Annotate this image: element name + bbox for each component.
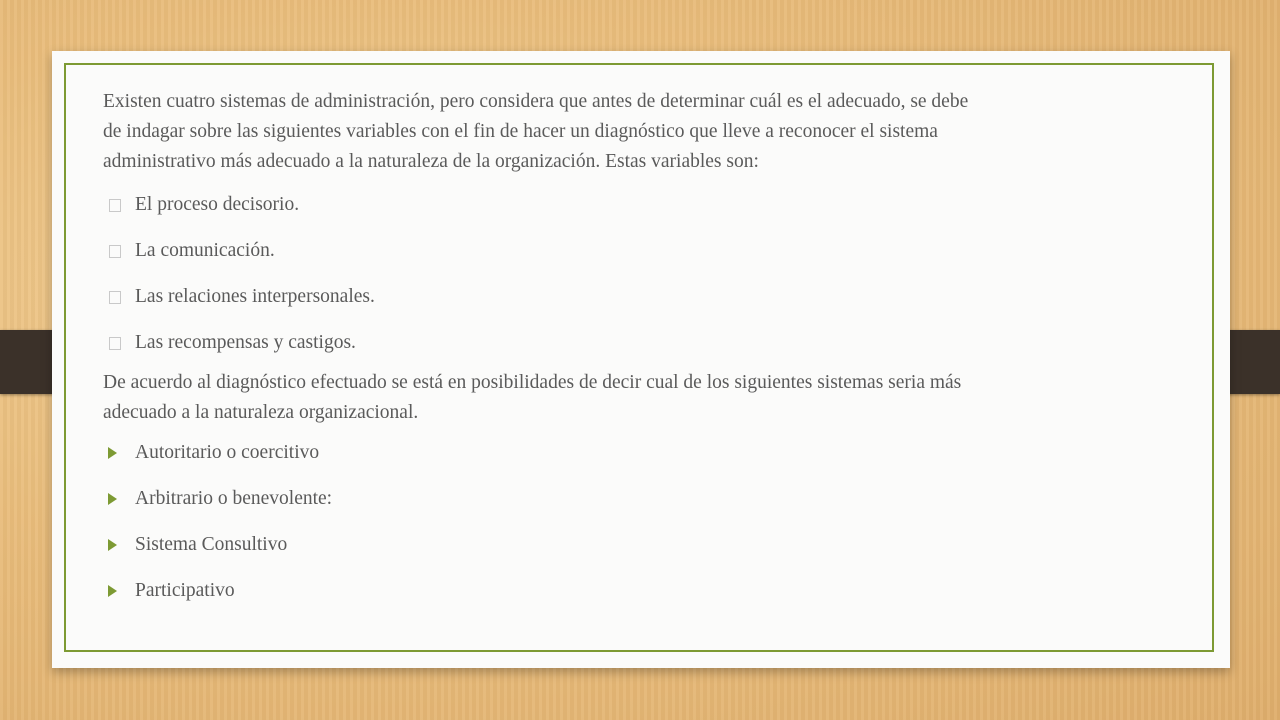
variable-label: Las recompensas y castigos. [135,332,356,353]
square-bullet-icon [109,245,121,258]
list-item [103,236,973,266]
square-bullet-icon [109,199,121,212]
system-label: Sistema Consultivo [135,534,288,555]
square-bullet-icon [109,291,121,304]
intro-paragraph: Existen cuatro sistemas de administración, pero considera que antes de determinar cuál es el adecuado, se debe de indagar sobre las siguientes variables con el fin de hacer un diagnóstico que lleve a reconocer el sistema administrativo más adecuado a la naturaleza de la organización. Estas variables son: [103,91,969,172]
list-item [103,438,973,468]
list-item [103,530,973,560]
arrow-bullet-icon [108,539,117,551]
square-bullet-icon [109,337,121,350]
variable-label: Las relaciones interpersonales. [135,286,375,307]
system-label: Arbitrario o benevolente: [135,488,333,509]
list-item [103,282,973,312]
arrow-bullet-icon [108,585,117,597]
system-label: Participativo [135,580,235,601]
slide-content [103,87,973,622]
list-item [103,484,973,514]
slide-paper [52,51,1230,668]
variable-label: El proceso decisorio. [135,194,300,215]
list-item [103,190,973,220]
middle-paragraph: De acuerdo al diagnóstico efectuado se está en posibilidades de decir cual de los siguientes sistemas seria más adecuado a la naturaleza organizacional. [103,372,962,423]
list-item [103,576,973,606]
list-item [103,328,973,358]
arrow-bullet-icon [108,493,117,505]
arrow-bullet-icon [108,447,117,459]
system-label: Autoritario o coercitivo [135,442,320,463]
variable-label: La comunicación. [135,240,275,261]
